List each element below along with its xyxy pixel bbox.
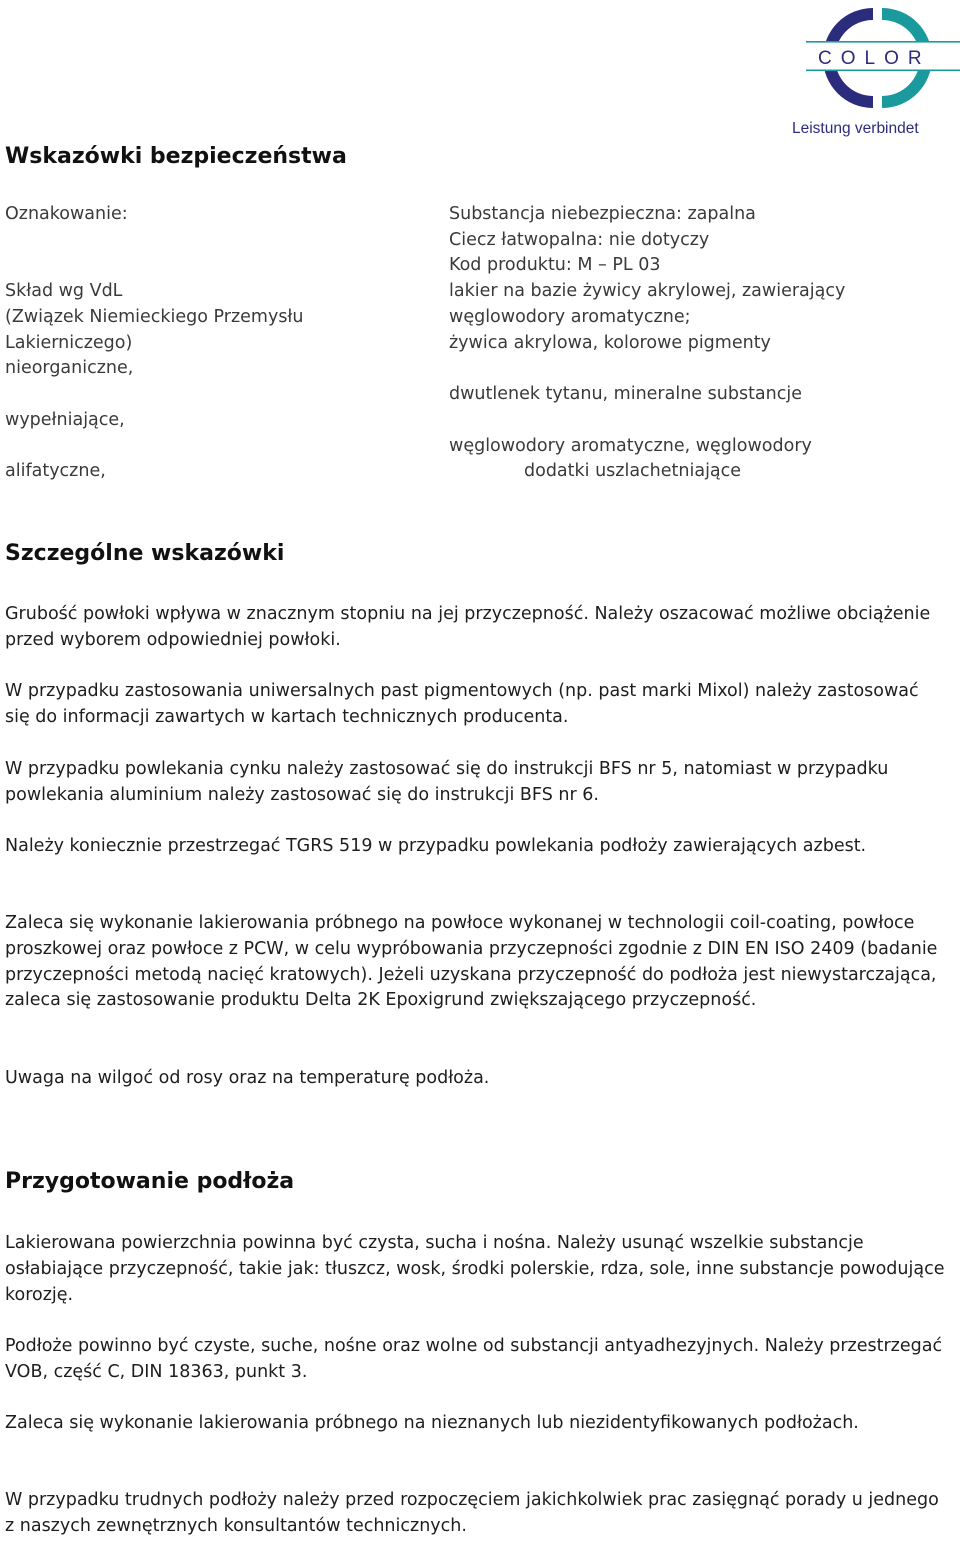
special-paragraph: Zaleca się wykonanie lakierowania próbnego na powłoce wykonanej w technologii coil-coating, powłoce proszkowej oraz powłoce z PCW, w celu wypróbowania przyczepności zgodnie z DIN EN ISO 2409 (badanie przyczepności metodą nacięć kratowych). Jeżeli uzyskana przyczepność do podłoża jest niewystarczająca, zaleca się zastosowanie produktu Delta 2K Epoxigrund zwiększającego przyczepność. <box>5 913 938 1011</box>
label-association-cont: Lakierniczego) <box>5 333 133 353</box>
label-inorganic: nieorganiczne, <box>5 358 134 378</box>
value-flammable: Ciecz łatwopalna: nie dotyczy <box>449 230 710 250</box>
value-hydrocarbons: węglowodory aromatyczne, węglowodory <box>449 436 812 456</box>
value-product-code: Kod produktu: M – PL 03 <box>449 255 661 275</box>
value-resin: żywica akrylowa, kolorowe pigmenty <box>449 333 771 353</box>
special-paragraph: Grubość powłoki wpływa w znacznym stopniu na jej przyczepność. Należy oszacować możliwe obciążenie przed wyborem odpowiedniej powłoki. <box>5 604 931 650</box>
prep-paragraph: W przypadku trudnych podłoży należy przed rozpoczęciem jakichkolwiek prac zasięgnąć porady u jednego z naszych zewnętrznych konsultantów technicznych. <box>5 1490 939 1536</box>
value-titanium: dwutlenek tytanu, mineralne substancje <box>449 384 802 404</box>
special-paragraph: W przypadku powlekania cynku należy zastosować się do instrukcji BFS nr 5, natomiast w przypadku powlekania aluminium należy zastosować się do instrukcji BFS nr 6. <box>5 759 889 805</box>
label-aliphatic: alifatyczne, <box>5 461 106 481</box>
value-additives: dodatki uszlachetniające <box>524 461 742 481</box>
prep-heading: Przygotowanie podłoża <box>5 1169 295 1194</box>
label-marking: Oznakowanie: <box>5 204 128 224</box>
safety-heading: Wskazówki bezpieczeństwa <box>5 144 347 169</box>
value-hazard: Substancja niebezpieczna: zapalna <box>449 204 756 224</box>
value-lacquer: lakier na bazie żywicy akrylowej, zawierający <box>449 281 846 301</box>
logo-tagline: Leistung verbindet <box>792 120 919 137</box>
special-paragraph: Należy koniecznie przestrzegać TGRS 519 w przypadku powlekania podłoży zawierających azbest. <box>5 836 867 856</box>
prep-paragraph: Zaleca się wykonanie lakierowania próbnego na nieznanych lub niezidentyfikowanych podłożach. <box>5 1413 859 1433</box>
label-fillers: wypełniające, <box>5 410 125 430</box>
prep-paragraph: Podłoże powinno być czyste, suche, nośne oraz wolne od substancji antyadhezyjnych. Należy przestrzegać VOB, część C, DIN 18363, punkt 3. <box>5 1336 943 1382</box>
special-paragraph: W przypadku zastosowania uniwersalnych past pigmentowych (np. past marki Mixol) należy zastosować się do informacji zawartych w kartach technicznych producenta. <box>5 681 919 727</box>
label-association: (Związek Niemieckiego Przemysłu <box>5 307 304 327</box>
special-paragraph: Uwaga na wilgoć od rosy oraz na temperaturę podłoża. <box>5 1068 490 1088</box>
prep-paragraph: Lakierowana powierzchnia powinna być czysta, sucha i nośna. Należy usunąć wszelkie substancje osłabiające przyczepność, takie jak: tłuszcz, wosk, środki polerskie, rdza, sole, inne substancje powodujące korozję. <box>5 1233 945 1305</box>
label-composition: Skład wg VdL <box>5 281 123 301</box>
logo-text: COLOR <box>818 48 931 69</box>
special-heading: Szczególne wskazówki <box>5 541 285 566</box>
value-aromatics: węglowodory aromatyczne; <box>449 307 691 327</box>
